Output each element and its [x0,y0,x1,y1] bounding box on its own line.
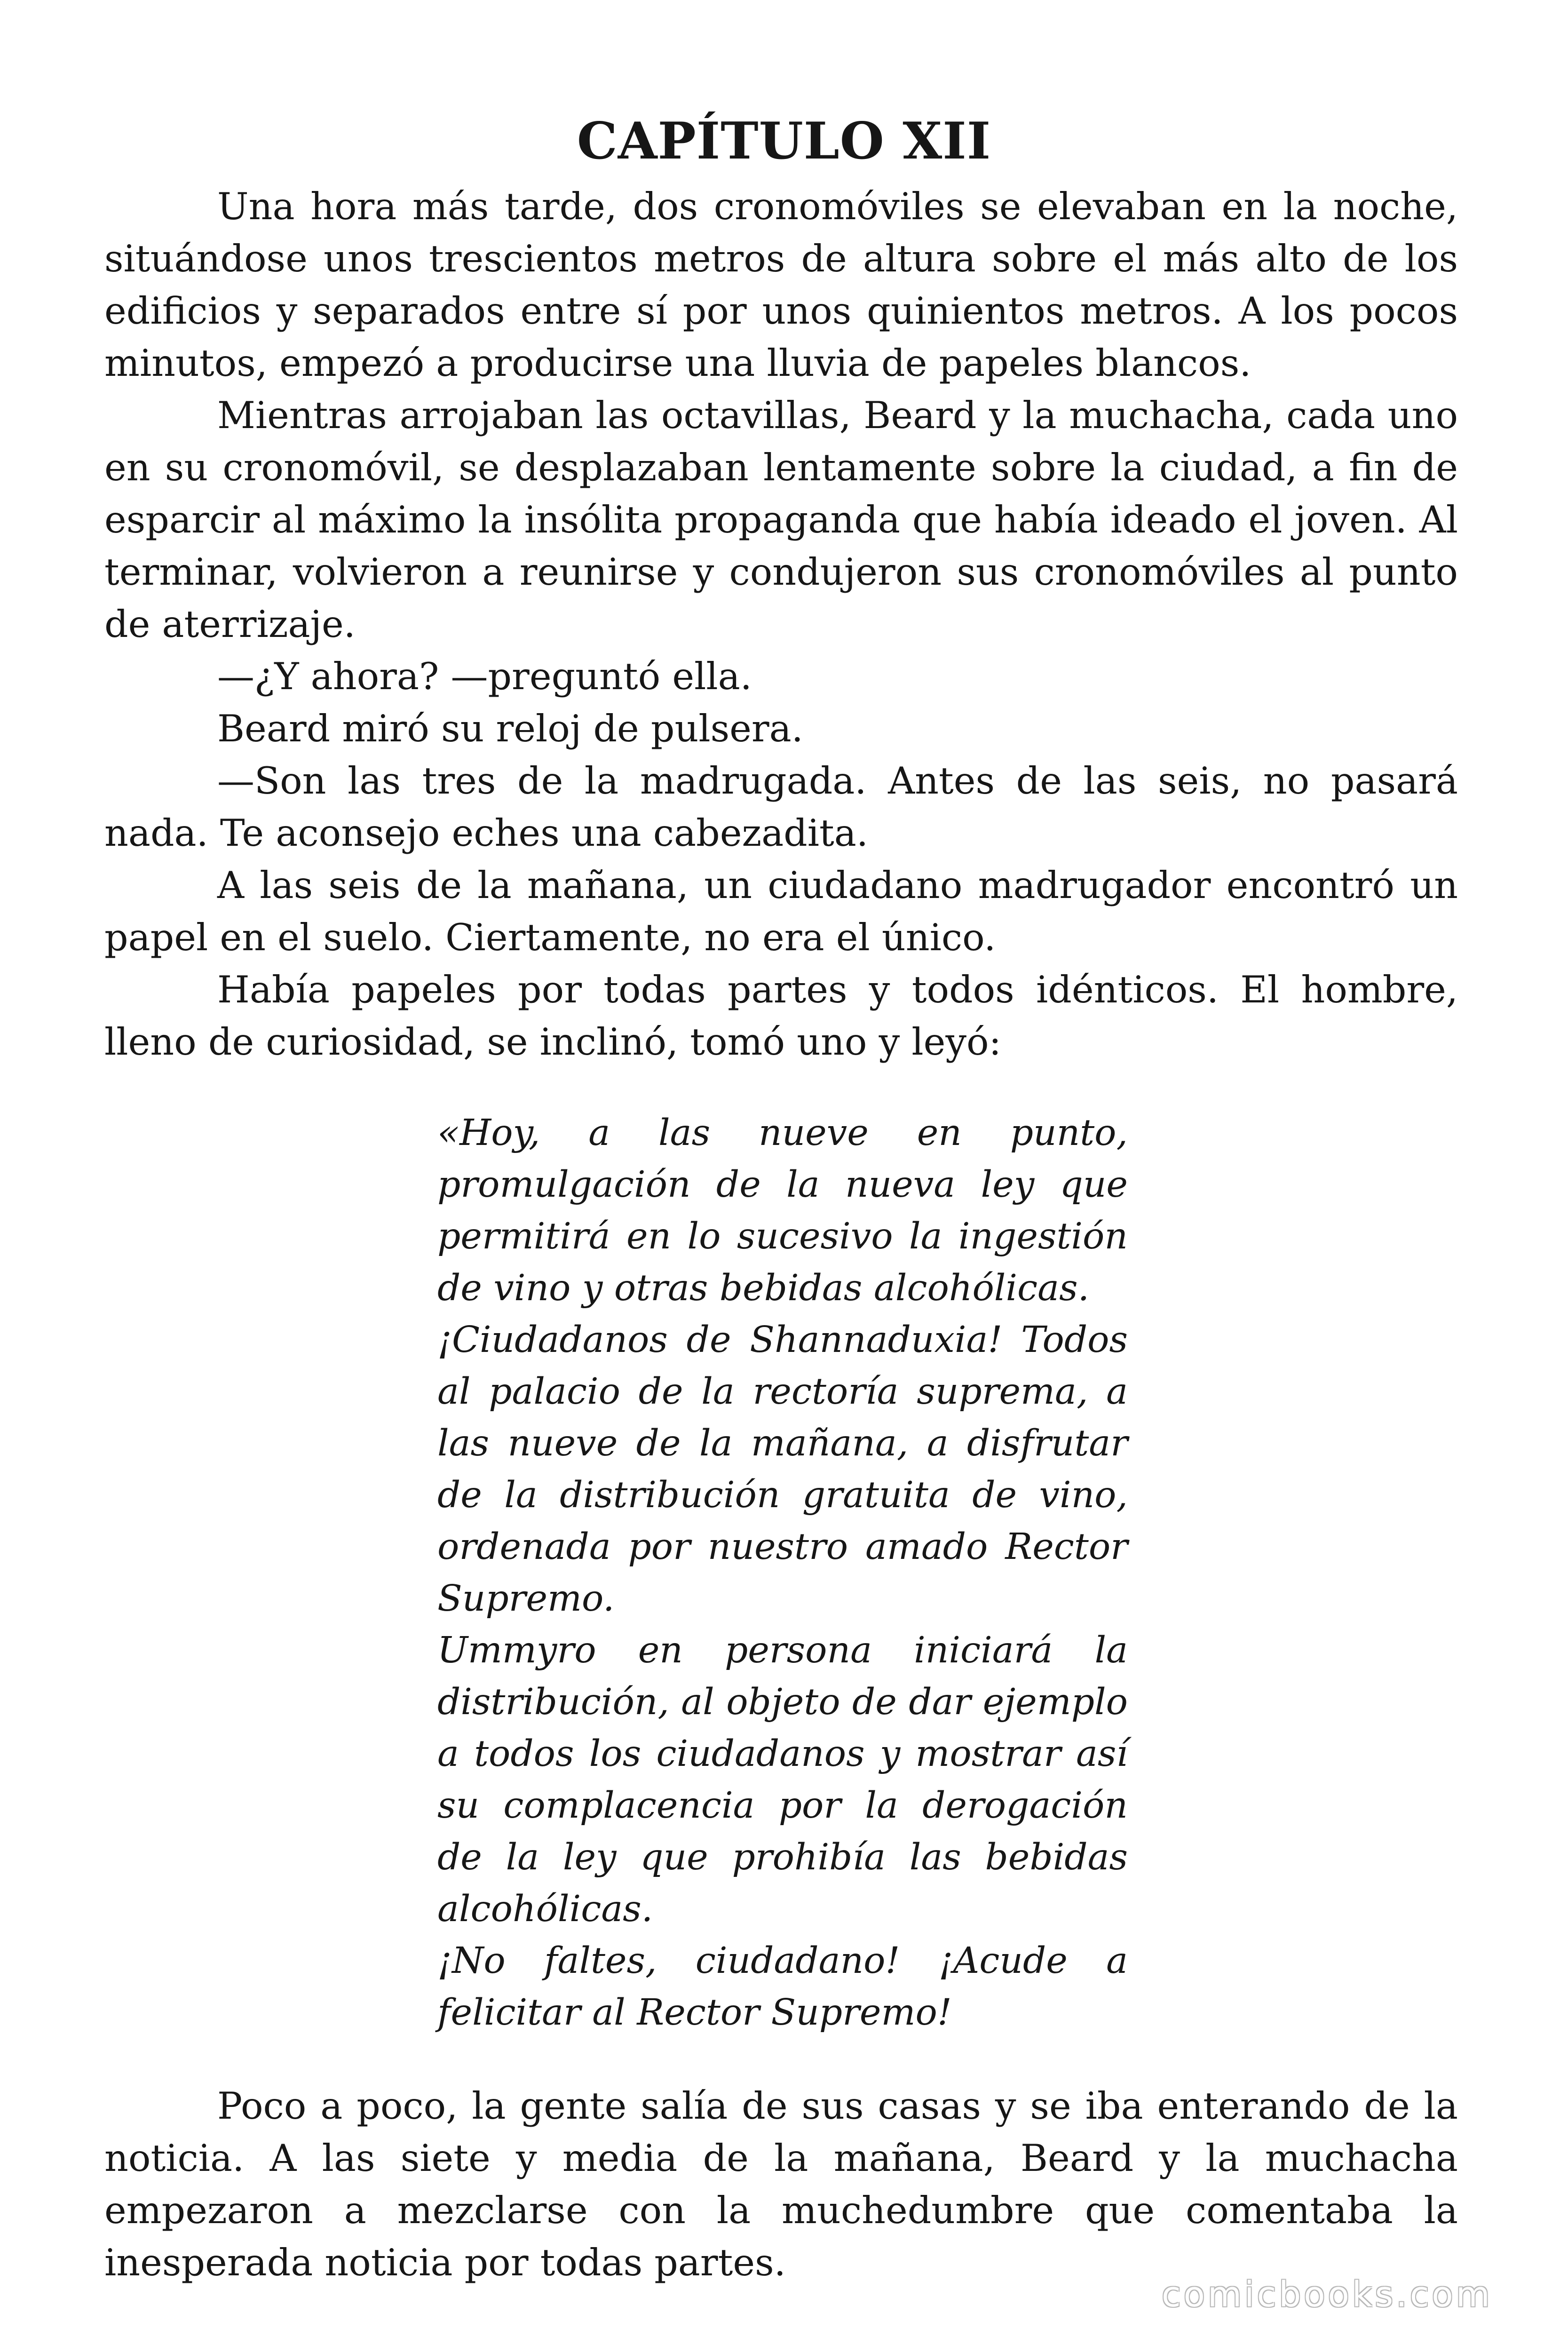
paragraph: Poco a poco, la gente salía de sus casas y se iba enterando de la noticia. A las siete y media de la mañana, Beard y la muchacha empezaron a mezclarse con la muchedumbre que comentaba la inesperada noticia por todas partes. [104,2084,1458,2284]
site-watermark: comicbooks.com [1162,2274,1493,2315]
paragraph: Mientras arrojaban las octavillas, Beard y la muchacha, cada uno en su cronomóvil, se desplazaban lentamente sobre la ciudad, a fin de esparcir al máximo la insólita propaganda que había ideado el joven. Al terminar, volvieron a reunirse y condujeron sus cronomóviles al punto de aterrizaje. [104,394,1458,646]
leaflet-quote [437,1107,1128,2039]
paragraph: A las seis de la mañana, un ciudadano madrugador encontró un papel en el suelo. Ciertamente, no era el único. [104,864,1458,959]
leaflet-paragraph: «Hoy, a las nueve en punto, promulgación de la nueva ley que permitirá en lo sucesivo la ingestión de vino y otras bebidas alcohólicas. [437,1112,1128,1309]
paragraph: Una hora más tarde, dos cronomóviles se elevaban en la noche, situándose unos trescientos metros de altura sobre el más alto de los edificios y separados entre sí por unos quinientos metros. A los pocos minutos, empezó a producirse una lluvia de papeles blancos. [104,185,1458,385]
paragraph: Había papeles por todas partes y todos idénticos. El hombre, lleno de curiosidad, se inclinó, tomó uno y leyó: [104,968,1458,1064]
leaflet-paragraph: ¡No faltes, ciudadano! ¡Acude a felicitar al Rector Supremo! [437,1940,1128,2034]
paragraph: Beard miró su reloj de pulsera. [217,707,803,750]
narrative-body [104,181,1458,1068]
dialogue-paragraph: —¿Y ahora? —preguntó ella. [217,655,752,698]
closing-body [104,2080,1458,2289]
leaflet-paragraph: ¡Ciudadanos de Shannaduxia! Todos al palacio de la rectoría suprema, a las nueve de la mañana, a disfrutar de la distribución gratuita de vino, ordenada por nuestro amado Rector Supremo. [437,1319,1128,1620]
chapter-title: CAPÍTULO XII [577,111,991,171]
dialogue-paragraph: —Son las tres de la madrugada. Antes de las seis, no pasará nada. Te aconsejo eches una cabezadita. [104,759,1458,855]
leaflet-paragraph: Ummyro en persona iniciará la distribución, al objeto de dar ejemplo a todos los ciudadanos y mostrar así su complacencia por la derogación de la ley que prohibía las bebidas alcohólicas. [437,1629,1128,1930]
